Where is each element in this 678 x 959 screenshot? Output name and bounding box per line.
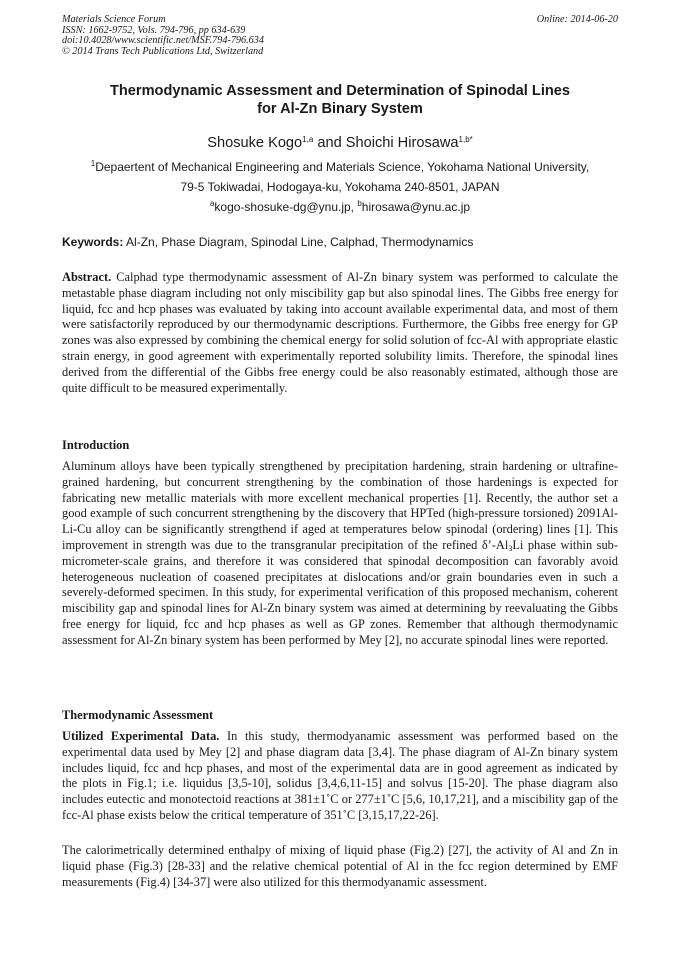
abstract-text: Calphad type thermodynamic assessment of Al-Zn binary system was performed to calculate the metastable phase diagram including not only miscibility gap but also spinodal lines. The Gibbs free energy for liquid, fcc and hcp phases was evaluated by taking into account available experimental data, and most of them were satisfactorily reproduced by our thermodynamic descriptions. Furthermore, the Gibbs free energy for GP zones was also expressed by combining the chemical energy for solid solution of fcc-Al with appropriate elastic strain energy, in good agreement with experimentally reported solubility limits. Therefore, the spinodal lines derived from the differential of the Gibbs free energy could be also reasonably estimated, although those are quite difficult to be measured experimentally. <box>62 270 618 395</box>
abstract-label: Abstract. <box>62 270 112 284</box>
author-list <box>62 134 618 152</box>
affiliation-mark: 1 <box>90 159 96 168</box>
affiliation <box>62 157 618 217</box>
title-line-1: Thermodynamic Assessment and Determination of Spinodal Lines <box>109 83 571 99</box>
author-name: Shoichi Hirosawa <box>345 135 459 151</box>
affiliation-line-2: 79-5 Tokiwadai, Hodogaya-ku, Yokohama 240-8501, JAPAN <box>180 180 500 194</box>
author-affil-mark: 1,b* <box>458 135 473 144</box>
subsection-label: Utilized Experimental Data. <box>62 729 220 743</box>
online-date: Online: 2014-06-20 <box>536 14 618 25</box>
email-link[interactable]: kogo-shosuke-dg@ynu.jp, <box>214 200 358 214</box>
author-name: Shosuke Kogo <box>207 135 303 151</box>
keywords-label: Keywords: <box>62 235 124 249</box>
abstract <box>62 270 618 396</box>
thermo-text: The calorimetrically determined enthalpy of mixing of liquid phase (Fig.2) [27], the activity of Al and Zn in liquid phase (Fig.3) [28-33] and the relative chemical potential of Al in the fcc region determined by EMF measurements (Fig.4) [34-37] were also utilized for this thermodyanamic assessment. <box>62 843 618 889</box>
section-heading-thermodynamic-assessment: Thermodynamic Assessment <box>62 708 214 722</box>
keywords-text: Al-Zn, Phase Diagram, Spinodal Line, Calphad, Thermodynamics <box>123 235 474 249</box>
journal-name: Materials Science Forum <box>62 14 166 25</box>
author-affil-mark: 1,a <box>302 135 314 144</box>
email-link[interactable]: hirosawa@ynu.ac.jp <box>361 200 471 214</box>
subscript: 3 <box>508 543 513 553</box>
doi-line: doi:10.4028/www.scientific.net/MSF.794-796.634 <box>62 35 264 47</box>
affiliation-text: Depaertent of Mechanical Engineering and Materials Science, Yokohama National University, <box>95 160 590 174</box>
paper-title <box>62 82 618 118</box>
section-heading-introduction: Introduction <box>62 438 130 452</box>
copyright-line: © 2014 Trans Tech Publications Ltd, Switzerland <box>62 45 264 57</box>
email-line <box>62 197 618 217</box>
issn-line: ISSN: 1662-9752, Vols. 794-796, pp 634-639 <box>62 24 246 36</box>
journal-header <box>62 15 618 57</box>
thermo-paragraph-1 <box>62 729 618 824</box>
email-mark: a <box>209 199 215 208</box>
title-line-2: for Al-Zn Binary System <box>257 101 423 117</box>
introduction-paragraph <box>62 459 618 649</box>
thermo-text: In this study, thermodyanamic assessment was performed based on the experimental data used by Mey [2] and phase diagram data [3,4]. The phase diagram of Al-Zn binary system includes liquid, fcc and hcp phases, and most of the experimental data are in good agreement as indicated by the plots in Fig.1; i.e. liquidus [3,5-10], solidus [3,4,6,11-15] and solvus [15-20]. The phase diagram also includes eutectic and monotectoid reactions at 381±1˚C or 277±1˚C [5,6, 10,17,21], and a miscibility gap of the fcc-Al phase exists below the critical temperature of 351˚C [3,15,17,22-26]. <box>62 729 618 822</box>
email-mark: b <box>357 199 362 208</box>
author-separator: and <box>313 135 346 151</box>
intro-text-part: Li phase within sub-micrometer-scale grains, and therefore it was considered that spinodal decomposition can favorably avoid heterogeneous nucleation of coasened precipitates at dislocations and/or grain boundaries even in such a severely-deformed specimen. In this study, for experimental verification of this proposed mechanism, coherent miscibility gap and spinodal lines for Al-Zn binary system was aimed at determining by reevaluating the Gibbs free energy for liquid, fcc and hcp phases as well as GP zones. Remember that although thermodynamic assessment for Al-Zn binary system has been performed by Mey [2], no accurate spinodal lines were reported. <box>62 537 618 647</box>
thermo-paragraph-2 <box>62 843 618 890</box>
intro-text-part: Aluminum alloys have been typically strengthened by precipitation hardening, strain hardening or ultrafine-grained hardening, but concurrent strengthening by the combination of those hardenings is expected for fabricating new metallic materials with more excellent mechanical properties [1]. Recently, the author set a good example of such concurrent strengthening by the discovery that HPTed (high-pressure torsioned) 2091Al-Li-Cu alloy can be significantly strengthend if aged at temperatures below spinodal (ordering) lines [1]. This improvement in strength was due to the transgranular precipitation of the refined δ’-Al <box>62 459 618 552</box>
keywords <box>62 234 618 250</box>
affiliation-line-1 <box>62 157 618 177</box>
